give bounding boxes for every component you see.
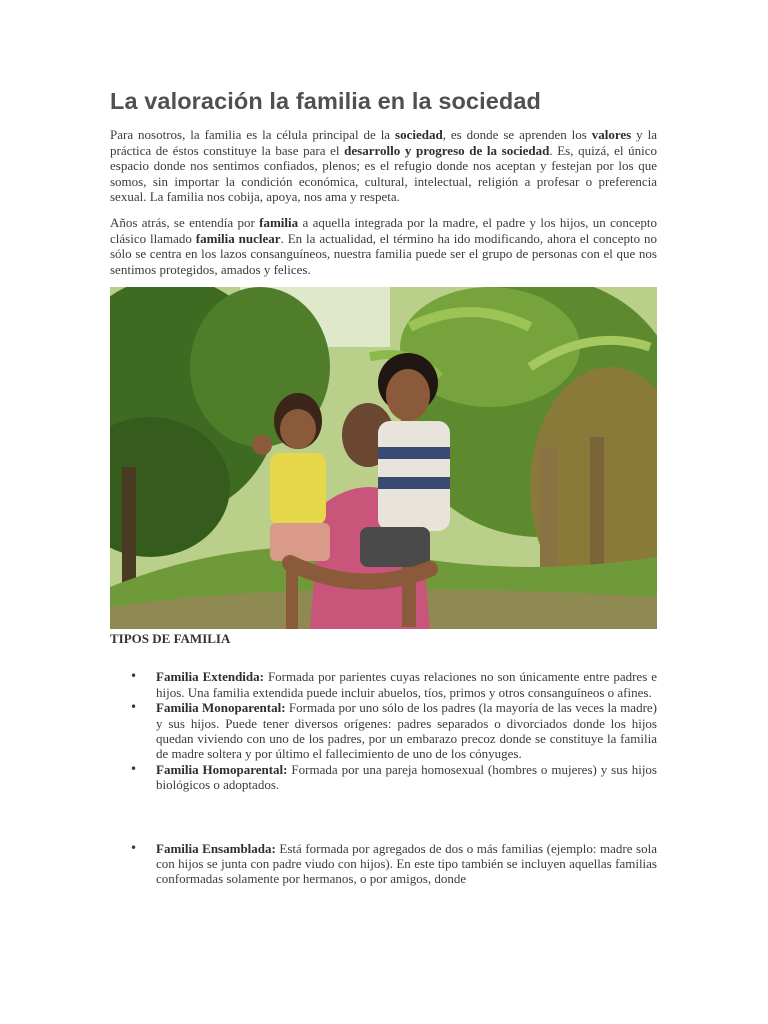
list-item: • Familia Homoparental: Formada por una pareja homosexual (hombres o mujeres) y sus hijos biológicos o adoptados. xyxy=(130,761,657,793)
bullet-icon: • xyxy=(130,840,138,855)
bullet-icon: • xyxy=(130,761,138,776)
page-title: La valoración la familia en la sociedad xyxy=(110,88,541,114)
list-item: • Familia Monoparental: Formada por uno sólo de los padres (la mayoría de las veces la madre) y sus hijos. Puede tener diversos orígenes: padres separados o divorciados donde los hijos quedan viviendo con uno de los padres, por un embarazo precoz donde se constituye la familia de madre soltera y por último el fallecimiento de uno de los cónyuges. xyxy=(130,700,658,762)
family-types-list xyxy=(110,669,657,886)
document-content xyxy=(110,88,657,887)
history-paragraph: Años atrás, se entendía por familia a aquella integrada por la madre, el padre y los hijos, un concepto clásico llamado familia nuclear. En la actualidad, el término ha ido modificando, ahora el concepto no sólo se centra en los lazos consanguíneos, nuestra familia puede ser el grupo de personas con el que nos sentimos protegidos, amados y felices. xyxy=(110,214,657,277)
section-title: TIPOS DE FAMILIA xyxy=(110,631,231,647)
list-item: • Familia Extendida: Formada por parientes cuyas relaciones no son únicamente entre padres e hijos. Una familia extendida puede incluir abuelos, tíos, primos y otros consanguíneos o afines. xyxy=(130,669,657,700)
bullet-icon: • xyxy=(130,669,138,684)
bullet-icon: • xyxy=(130,700,138,715)
family-photo xyxy=(110,287,657,629)
list-item: • Familia Ensamblada: Está formada por agregados de dos o más familias (ejemplo: madre sola con hijos se junta con padre viudo con hijos). En este tipo también se incluyen aquellas familias conformadas solamente por hermanos, o por amigos, donde xyxy=(130,840,657,887)
intro-paragraph: Para nosotros, la familia es la célula principal de la sociedad, es donde se aprenden los valores y la práctica de éstos constituye la base para el desarrollo y progreso de la sociedad. Es, quizá, el único espacio donde nos sentimos confiados, plenos; es el refugio donde nos aceptan y festejan por los que somos, sin importar la condición económica, cultural, intelectual, religión a profesar o preferencia sexual. La familia nos cobija, apoya, nos ama y respeta. xyxy=(110,127,658,205)
